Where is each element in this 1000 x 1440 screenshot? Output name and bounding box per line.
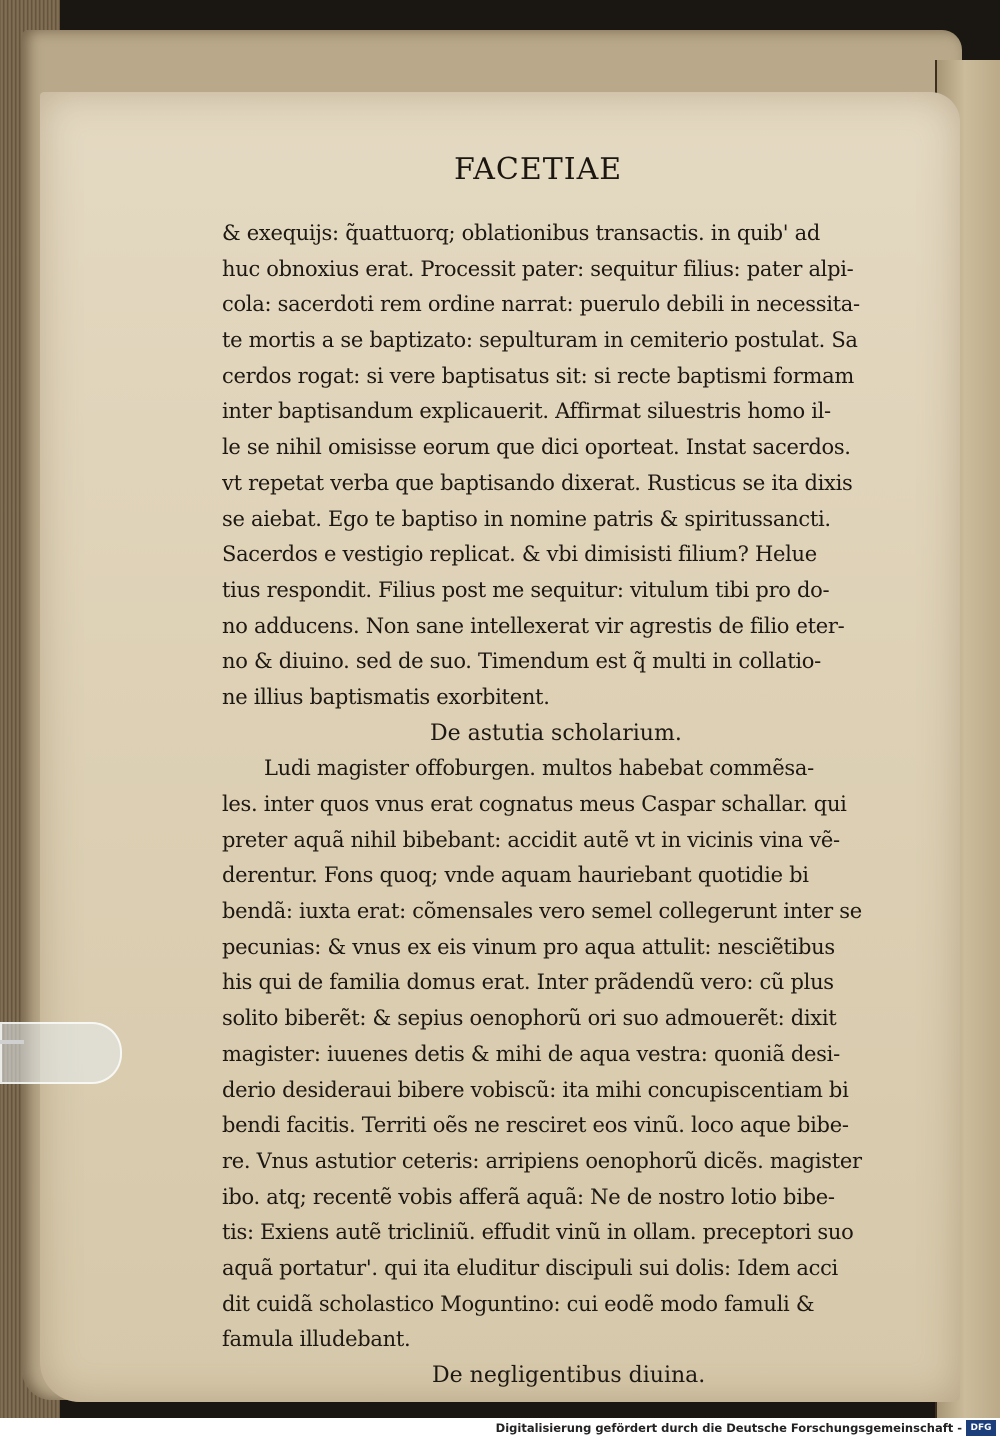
text-line: re. Vnus astutior ceteris: arripiens oenophorũ dicẽs. magister — [222, 1148, 862, 1173]
section-heading: De negligentibus diuina. — [432, 1363, 706, 1388]
text-block — [222, 216, 872, 1394]
running-head: FACETIAE — [454, 152, 623, 187]
text-line: les. inter quos vnus erat cognatus meus Caspar schallar. qui — [222, 792, 847, 816]
text-line: his qui de familia domus erat. Inter prãdendũ vero: cũ plus — [222, 970, 834, 995]
text-line: bendi facitis. Territi oẽs ne resciret eos vinũ. loco aque bibe- — [222, 1113, 849, 1138]
text-line: no & diuino. sed de suo. Timendum est q̃ multi in collatio- — [222, 649, 821, 674]
text-line: te mortis a se baptizato: sepulturam in cemiterio postulat. Sa — [222, 328, 858, 353]
text-line: tius respondit. Filius post me sequitur: vitulum tibi pro do- — [222, 577, 830, 602]
text-line: le se nihil omisisse eorum que dici oporteat. Instat sacerdos. — [222, 435, 851, 460]
text-line: & exequijs: q̃uattuorq; oblationibus transactis. in quib' ad — [222, 221, 820, 245]
text-line: huc obnoxius erat. Processit pater: sequitur filius: pater alpi- — [222, 256, 854, 281]
text-line: dit cuidã scholastico Moguntino: cui eodẽ modo famuli & — [222, 1291, 815, 1316]
text-line: tis: Exiens autẽ tricliniũ. effudit vinũ in ollam. preceptori suo — [222, 1220, 854, 1245]
text-line: aquã portatur'. qui ita eluditur discipuli sui dolis: Idem acci — [222, 1255, 838, 1280]
text-line: preter aquã nihil bibebant: accidit autẽ vt in vicinis vina vẽ- — [222, 827, 840, 852]
text-line: magister: iuuenes detis & mihi de aqua vestra: quoniã desi- — [222, 1041, 840, 1066]
text-line: cola: sacerdoti rem ordine narrat: puerulo debili in necessita- — [222, 292, 860, 317]
clip-bar — [0, 1040, 24, 1044]
text-line: ne illius baptismatis exorbitent. — [222, 684, 550, 709]
text-line: derentur. Fons quoq; vnde aquam hauriebant quotidie bi — [222, 863, 809, 888]
text-line: inter baptisandum explicauerit. Affirmat siluestris homo il- — [222, 399, 831, 424]
text-line: vt repetat verba que baptisando dixerat. Rusticus se ita dixis — [222, 470, 853, 495]
section-heading: De astutia scholarium. — [430, 720, 682, 746]
text-line: derio desideraui bibere vobiscũ: ita mihi concupiscentiam bi — [222, 1077, 849, 1102]
dfg-logo: DFG — [966, 1420, 996, 1436]
text-line: bendã: iuxta erat: cõmensales vero semel collegerunt inter se — [222, 899, 862, 924]
text-line: no adducens. Non sane intellexerat vir agrestis de filio eter- — [222, 613, 845, 638]
text-line: Ludi magister offoburgen. multos habebat commẽsa- — [264, 756, 814, 781]
text-line: pecunias: & vnus ex eis vinum pro aqua attulit: nesciẽtibus — [222, 934, 835, 959]
page-clip — [0, 1022, 122, 1084]
text-line: se aiebat. Ego te baptiso in nomine patris & spiritussancti. — [222, 506, 831, 531]
footer-bar — [0, 1418, 1000, 1440]
text-line: famula illudebant. — [222, 1327, 411, 1352]
text-line: cerdos rogat: si vere baptisatus sit: si recte baptismi formam — [222, 363, 854, 388]
text-line: Sacerdos e vestigio replicat. & vbi dimisisti filium? Helue — [222, 542, 817, 567]
text-line: solito biberẽt: & sepius oenophorũ ori suo admouerẽt: dixit — [222, 1006, 837, 1031]
funding-credit: Digitalisierung gefördert durch die Deutsche Forschungsgemeinschaft - — [495, 1421, 962, 1435]
text-line: ibo. atq; recentẽ vobis afferã aquã: Ne de nostro lotio bibe- — [222, 1184, 835, 1209]
